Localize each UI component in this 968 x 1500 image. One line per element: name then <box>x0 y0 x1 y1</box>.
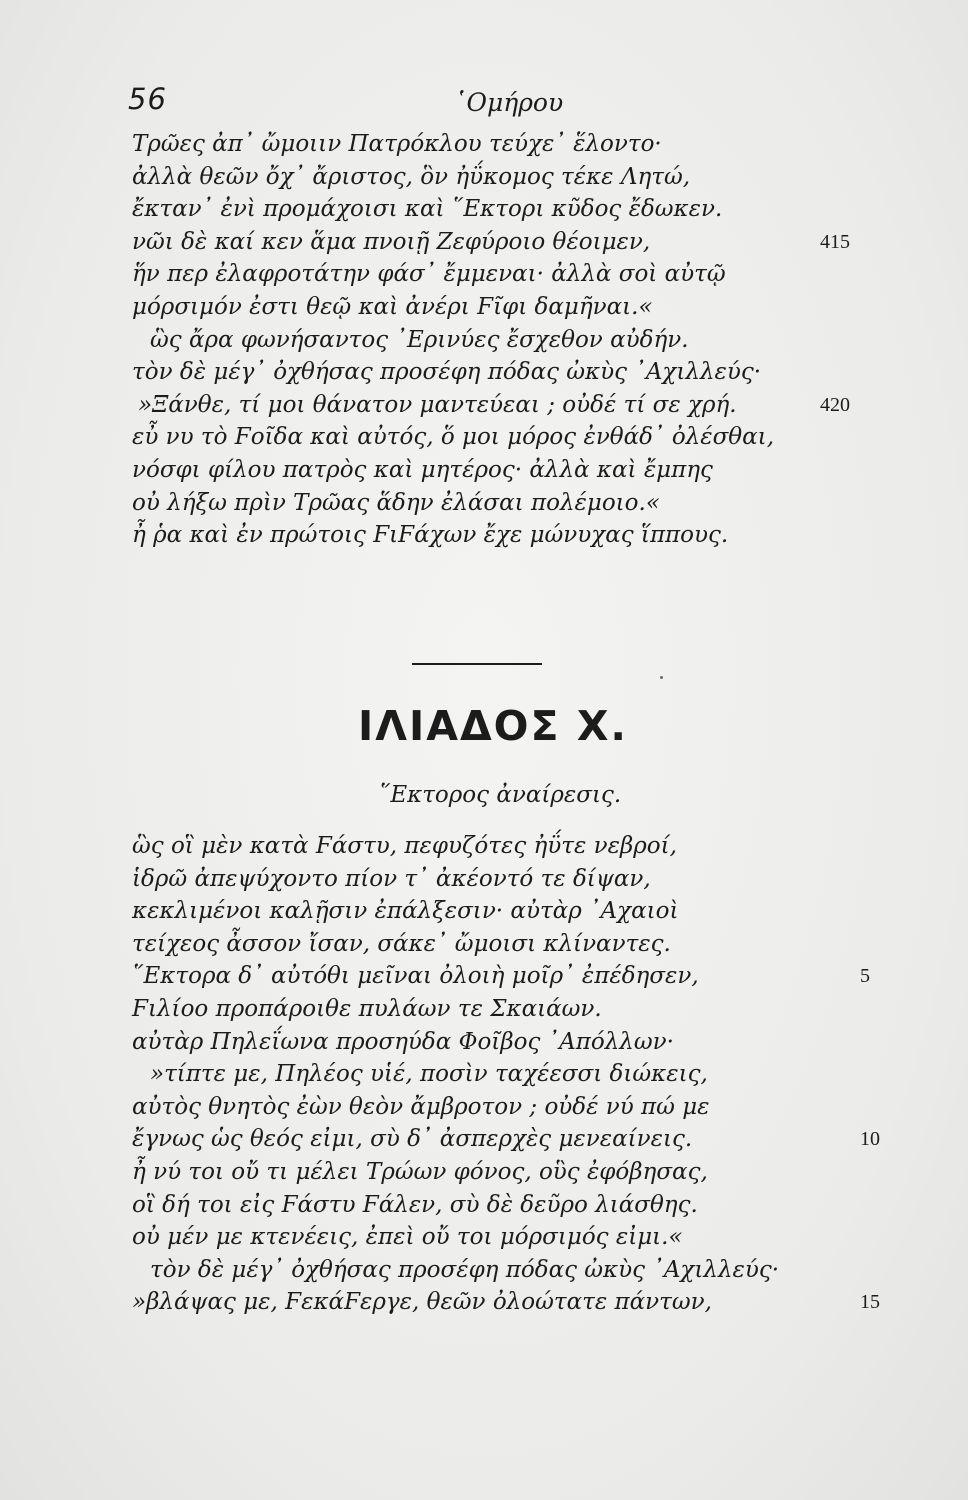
line-number: 415 <box>820 230 850 253</box>
verse-line: »τίπτε με, Πηλέος υἱέ, ποσὶν ταχέεσσι διώκεις, <box>150 1061 708 1088</box>
book-title: ΙΛΙΑΔΟΣ Χ. <box>357 702 629 750</box>
running-head: ῾Ομήρου <box>454 88 564 117</box>
page-number: 56 <box>128 82 167 116</box>
verse-line: εὖ νυ τὸ Ϝοῖδα καὶ αὐτός, ὅ μοι μόρος ἐνθάδ᾽ ὀλέσθαι, <box>132 424 775 451</box>
line-number: 10 <box>860 1128 880 1151</box>
verse-line: ἦ νύ τοι οὔ τι μέλει Τρώων φόνος, οὓς ἐφόβησας, <box>132 1158 708 1185</box>
page-header <box>128 82 840 122</box>
verse-line: νόσφι φίλου πατρὸς καὶ μητέρος· ἀλλὰ καὶ ἔμπης <box>132 456 713 483</box>
verse-line: οὐ λήξω πρὶν Τρῶας ἅδην ἐλάσαι πολέμοιο.« <box>132 489 660 516</box>
verse-line: ἦ ῥα καὶ ἐν πρώτοις ϜιϜάχων ἔχε μώνυχας ἵππους. <box>132 522 729 549</box>
verse-line: αὐτὸς θνητὸς ἐὼν θεὸν ἄμβροτον ; οὐδέ νύ πώ με <box>132 1093 710 1120</box>
verse-line: ὣς οἳ μὲν κατὰ Ϝάστυ, πεφυζότες ἠΰτε νεβροί, <box>132 833 677 859</box>
verse-line: Ϝιλίοο προπάροιθε πυλάων τε Σκαιάων. <box>132 995 602 1022</box>
book-subtitle: ῞Εκτορος ἀναίρεσις. <box>378 782 622 808</box>
line-number: 420 <box>820 393 850 416</box>
verse-line: »Ξάνθε, τί μοι θάνατον μαντεύεαι ; οὐδέ τί σε χρή. 420 <box>132 389 852 422</box>
section-divider-rule <box>412 663 542 665</box>
verse-line: ἔκταν᾽ ἐνὶ προμάχοισι καὶ ῞Εκτορι κῦδος ἔδωκεν. <box>132 196 723 223</box>
verse-line: αὐτὰρ Πηλεΐωνα προσηύδα Φοῖβος ᾽Απόλλων· <box>132 1028 674 1055</box>
verse-line: ἱδρῶ ἀπεψύχοντο πίον τ᾽ ἀκέοντό τε δίψαν, <box>132 865 651 892</box>
verse-line: ἀλλὰ θεῶν ὄχ᾽ ἄριστος, ὃν ἠΰκομος τέκε Λητώ, <box>132 163 691 190</box>
verse-line: μόρσιμόν ἐστι θεῷ καὶ ἀνέρι Ϝῖφι δαμῆναι.« <box>132 293 653 320</box>
verse-line: τὸν δὲ μέγ᾽ ὀχθήσας προσέφη πόδας ὠκὺς ᾽Αχιλλεύς· <box>132 359 762 386</box>
verse-line: κεκλιμένοι καλῇσιν ἐπάλξεσιν· αὐτὰρ ᾽Αχαιοὶ <box>132 898 679 925</box>
verse-line: ὣς ἄρα φωνήσαντος ᾽Ερινύες ἔσχεθον αὐδήν. <box>150 326 689 353</box>
verse-line: ἔγνως ὡς θεός εἰμι, σὺ δ᾽ ἀσπερχὲς μενεαίνεις. 10 <box>132 1123 852 1156</box>
paper-speck <box>660 676 663 679</box>
verse-line: νῶι δὲ καί κεν ἅμα πνοιῇ Ζεφύροιο θέοιμεν, 415 <box>132 226 852 259</box>
verse-line: οὐ μέν με κτενέεις, ἐπεὶ οὔ τοι μόρσιμός εἰμι.« <box>132 1224 683 1251</box>
verse-line: τείχεος ἆσσον ἴσαν, σάκε᾽ ὤμοισι κλίναντες. <box>132 930 671 957</box>
verse-line: ῞Εκτορα δ᾽ αὐτόθι μεῖναι ὀλοιὴ μοῖρ᾽ ἐπέδησεν, 5 <box>132 960 852 993</box>
verse-line: ἥν περ ἐλαφροτάτην φάσ᾽ ἔμμεναι· ἀλλὰ σοὶ αὐτῷ <box>132 261 726 288</box>
verse-section-top <box>132 128 852 552</box>
line-number: 15 <box>860 1291 880 1314</box>
verse-line: »βλάψας με, ϜεκάϜεργε, θεῶν ὀλοώτατε πάντων, 15 <box>132 1286 852 1319</box>
line-number: 5 <box>860 965 870 988</box>
verse-section-bottom <box>132 830 880 1319</box>
verse-line: τὸν δὲ μέγ᾽ ὀχθήσας προσέφη πόδας ὠκὺς ᾽Αχιλλεύς· <box>150 1256 780 1283</box>
verse-line: οἳ δή τοι εἰς Ϝάστυ Ϝάλεν, σὺ δὲ δεῦρο λιάσθης. <box>132 1191 698 1218</box>
verse-line: Τρῶες ἀπ᾽ ὤμοιιν Πατρόκλου τεύχε᾽ ἕλοντο· <box>132 131 662 157</box>
